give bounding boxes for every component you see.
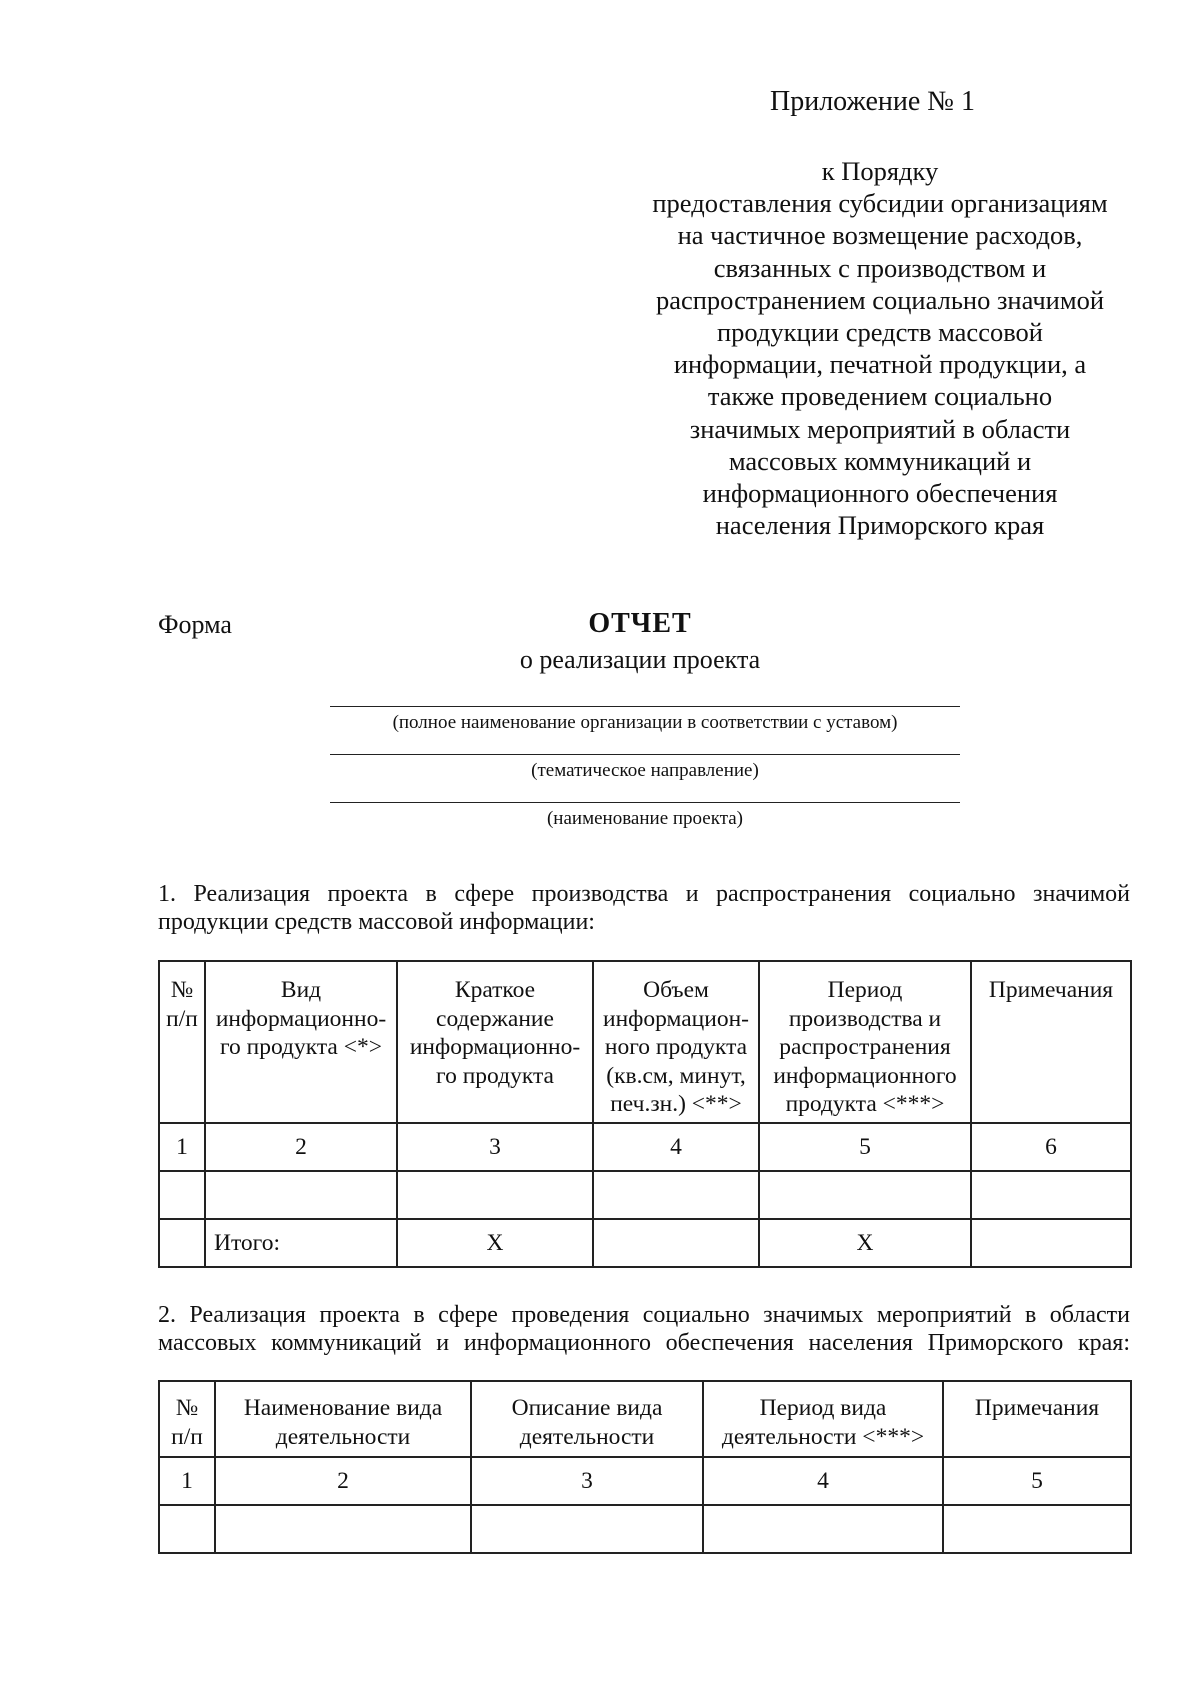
number-cell: 1 bbox=[159, 1457, 215, 1505]
number-cell: 5 bbox=[943, 1457, 1131, 1505]
media-products-table bbox=[158, 960, 1132, 1268]
thematic-direction-line[interactable] bbox=[330, 754, 960, 755]
preamble-line: информационного обеспечения bbox=[702, 478, 1058, 509]
project-name-caption: (наименование проекта) bbox=[546, 808, 743, 829]
total-cell[interactable] bbox=[159, 1219, 205, 1267]
table-row-empty bbox=[159, 1171, 1131, 1219]
table-header-row bbox=[159, 961, 1131, 1123]
total-cell[interactable] bbox=[593, 1219, 759, 1267]
table-row-empty bbox=[159, 1505, 1131, 1553]
section2-text bbox=[158, 1301, 1130, 1357]
empty-cell[interactable] bbox=[703, 1505, 943, 1553]
preamble-line: на частичное возмещение расходов, bbox=[677, 220, 1083, 251]
section1-text bbox=[158, 880, 1130, 936]
section2-line: 2. Реализация проекта в сфере проведения социально значимых мероприятий в области bbox=[158, 1302, 1130, 1328]
empty-cell[interactable] bbox=[971, 1171, 1131, 1219]
header-cell-activity-description: Описание вида деятельности bbox=[471, 1381, 703, 1457]
preamble-line: массовых коммуникаций и bbox=[728, 445, 1032, 476]
events-table bbox=[158, 1380, 1132, 1554]
table-header-row bbox=[159, 1381, 1131, 1457]
empty-cell[interactable] bbox=[943, 1505, 1131, 1553]
header-cell-period: Период производства и распространения информационного продукта <***> bbox=[759, 961, 971, 1123]
report-title: ОТЧЕТ bbox=[588, 608, 692, 639]
number-cell: 1 bbox=[159, 1123, 205, 1171]
preamble-line: продукции средств массовой bbox=[717, 317, 1043, 348]
form-label: Форма bbox=[158, 610, 232, 639]
total-cell[interactable] bbox=[971, 1219, 1131, 1267]
number-cell: 5 bbox=[759, 1123, 971, 1171]
total-cell: X bbox=[759, 1219, 971, 1267]
organization-name-caption: (полное наименование организации в соответствии с уставом) bbox=[392, 712, 898, 733]
table-row-numbers bbox=[159, 1123, 1131, 1171]
number-cell: 2 bbox=[215, 1457, 471, 1505]
preamble-line: населения Приморского края bbox=[715, 510, 1045, 541]
section1-line: 1. Реализация проекта в сфере производства и распространения социально значимой bbox=[158, 881, 1130, 907]
table-row-total bbox=[159, 1219, 1131, 1267]
header-cell-number: № п/п bbox=[159, 1381, 215, 1457]
thematic-direction-caption: (тематическое направление) bbox=[531, 760, 759, 781]
number-cell: 3 bbox=[471, 1457, 703, 1505]
header-cell-number: № п/п bbox=[159, 961, 205, 1123]
section1-line: продукции средств массовой информации: bbox=[158, 909, 595, 935]
preamble-line: связанных с производством и bbox=[713, 252, 1047, 283]
number-cell: 3 bbox=[397, 1123, 593, 1171]
number-cell: 6 bbox=[971, 1123, 1131, 1171]
header-cell-activity-period: Период вида деятельности <***> bbox=[703, 1381, 943, 1457]
empty-cell[interactable] bbox=[215, 1505, 471, 1553]
preamble-line: также проведением социально bbox=[707, 381, 1053, 412]
empty-cell[interactable] bbox=[593, 1171, 759, 1219]
appendix-title: Приложение № 1 bbox=[770, 86, 975, 117]
appendix-preamble bbox=[620, 155, 1140, 541]
empty-cell[interactable] bbox=[471, 1505, 703, 1553]
number-cell: 4 bbox=[593, 1123, 759, 1171]
empty-cell[interactable] bbox=[159, 1505, 215, 1553]
preamble-line: информации, печатной продукции, а bbox=[673, 349, 1087, 380]
header-cell-volume: Объем информацион- ного продукта (кв.см, минут, печ.зн.) <**> bbox=[593, 961, 759, 1123]
preamble-line: предоставления субсидии организациям bbox=[652, 188, 1108, 219]
empty-cell[interactable] bbox=[205, 1171, 397, 1219]
total-cell: X bbox=[397, 1219, 593, 1267]
header-cell-notes: Примечания bbox=[971, 961, 1131, 1123]
section2-line: массовых коммуникаций и информационного обеспечения населения Приморского края: bbox=[158, 1330, 1130, 1356]
preamble-line: значимых мероприятий в области bbox=[689, 413, 1071, 444]
total-label: Итого: bbox=[205, 1219, 397, 1267]
empty-cell[interactable] bbox=[159, 1171, 205, 1219]
organization-name-line[interactable] bbox=[330, 706, 960, 707]
table-row-numbers bbox=[159, 1457, 1131, 1505]
preamble-line: к Порядку bbox=[821, 156, 939, 186]
project-name-line[interactable] bbox=[330, 802, 960, 803]
header-cell-activity-name: Наименование вида деятельности bbox=[215, 1381, 471, 1457]
header-cell-product-type: Вид информационно- го продукта <*> bbox=[205, 961, 397, 1123]
number-cell: 2 bbox=[205, 1123, 397, 1171]
empty-cell[interactable] bbox=[759, 1171, 971, 1219]
number-cell: 4 bbox=[703, 1457, 943, 1505]
header-cell-notes: Примечания bbox=[943, 1381, 1131, 1457]
report-subtitle: о реализации проекта bbox=[519, 645, 761, 674]
header-cell-summary: Краткое содержание информационно- го продукта bbox=[397, 961, 593, 1123]
preamble-line: распространением социально значимой bbox=[655, 284, 1105, 315]
empty-cell[interactable] bbox=[397, 1171, 593, 1219]
